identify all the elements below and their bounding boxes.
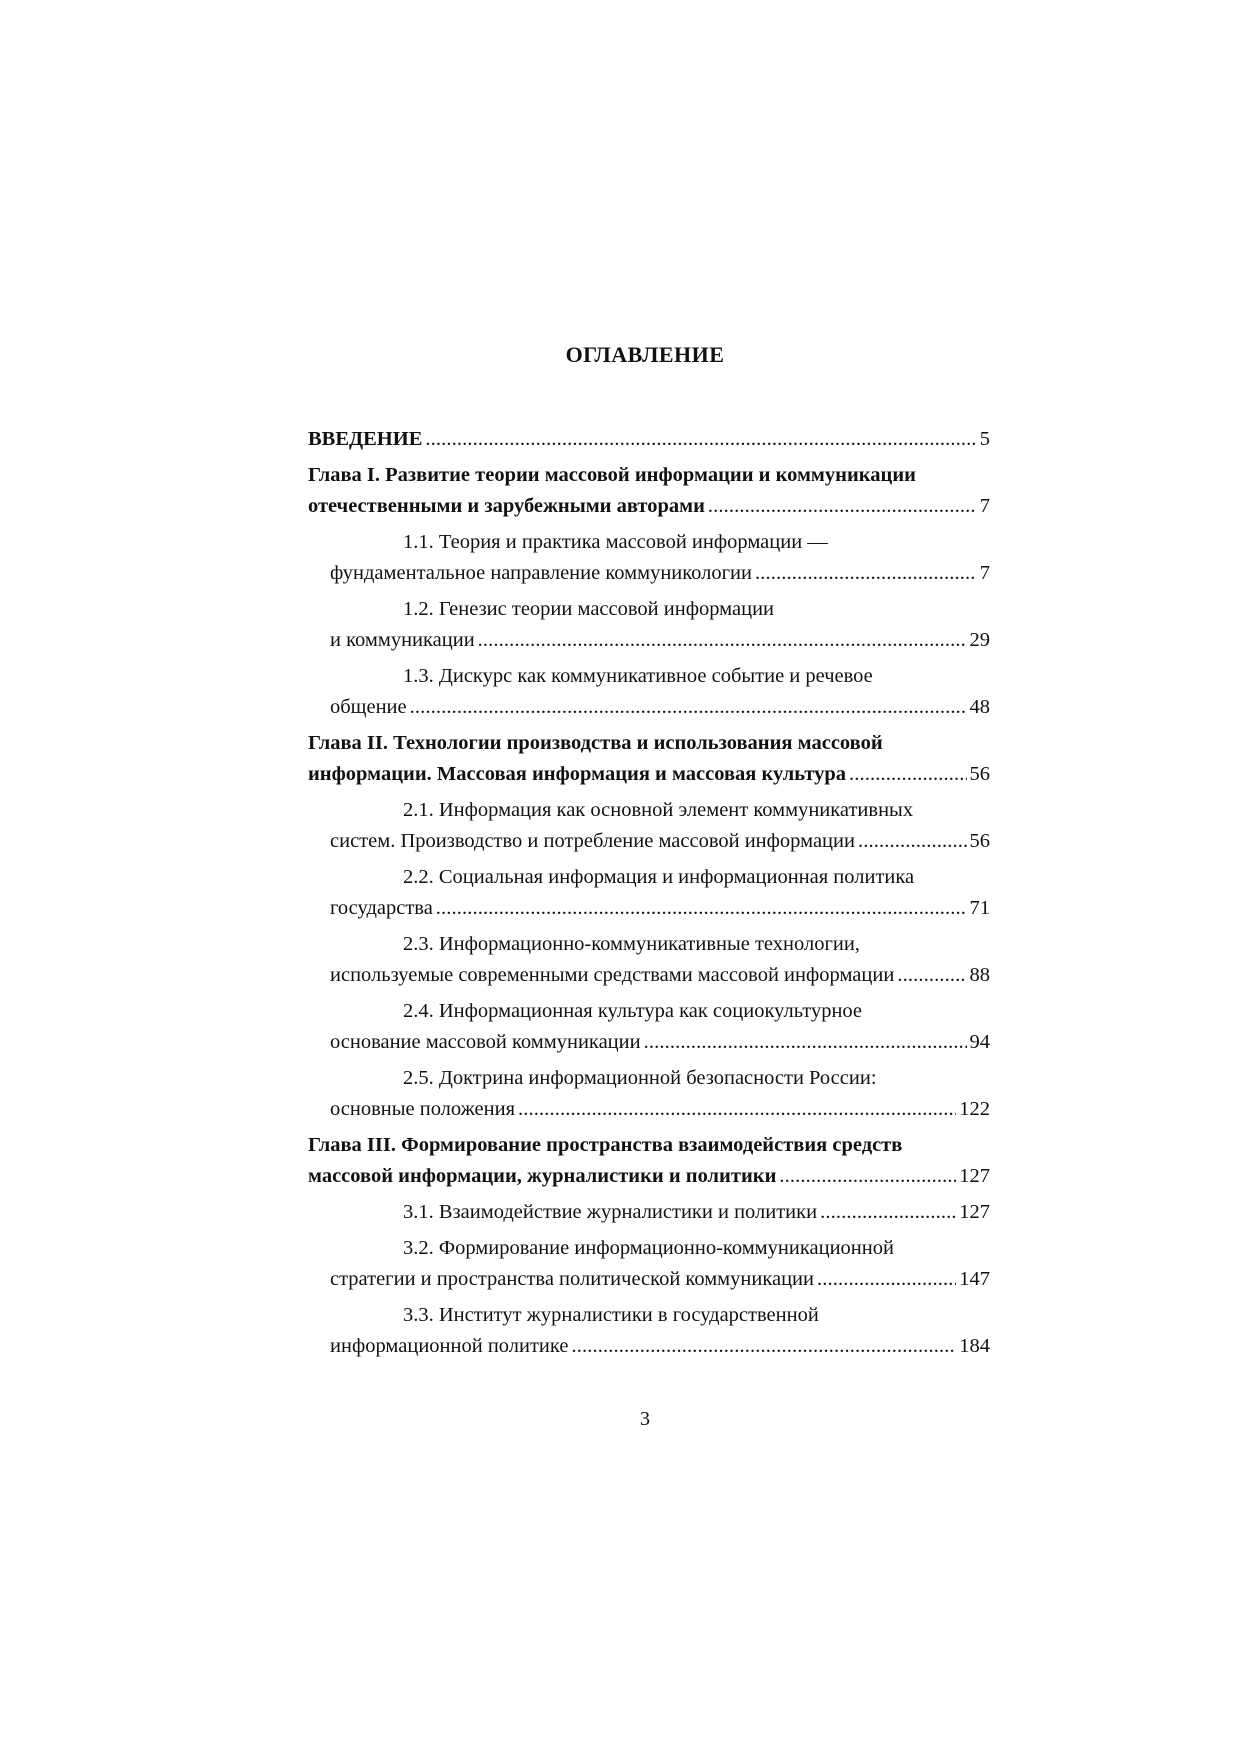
toc-entry-title-line: 3.1. Взаимодействие журналистики и политики [403,1201,818,1223]
toc-entry-title-line: используемые современными средствами массовой информации [330,964,895,986]
toc-entry-title-line: основание массовой коммуникации [330,1031,641,1053]
toc-page-number: 94 [969,1031,990,1053]
page-title: ОГЛАВЛЕНИЕ [565,342,725,367]
page-number: 3 [640,1408,650,1430]
toc-entry-title-line: 2.5. Доктрина информационной безопасности России: [403,1067,877,1089]
toc-entry-title-line: 1.1. Теория и практика массовой информации — [403,531,828,553]
dot-leader [858,826,967,857]
toc-section-entry [308,1197,990,1228]
toc-entry-last-line [330,826,990,857]
toc-entry-title-line: государства [330,897,433,919]
toc-entry-last-line [330,1264,990,1295]
dot-leader [820,1197,956,1228]
toc-entry-title-line: и коммуникации [330,629,475,651]
toc-chapter-entry [308,728,990,790]
toc-page-number: 71 [969,897,990,919]
toc-entry-title-line: Глава II. Технологии производства и использования массовой [308,732,883,754]
toc-entry-last-line [308,759,990,790]
toc-section-entry [308,661,990,723]
toc-entry-title-line: 2.2. Социальная информация и информационная политика [403,866,915,888]
toc-section-entry [308,929,990,991]
toc-entry-last-line [330,625,990,656]
toc-page-number: 147 [959,1268,990,1290]
toc-entry-title-line: фундаментальное направление коммуникологии [330,562,752,584]
toc-page-number: 7 [979,495,990,517]
toc-page-number: 88 [969,964,990,986]
toc-entry-title-line: Глава I. Развитие теории массовой информации и коммуникации [308,464,916,486]
toc-entry-title-line: основные положения [330,1098,516,1120]
toc-entry-title-line: Глава III. Формирование пространства взаимодействия средств [308,1134,903,1156]
toc-entry-last-line [330,1331,990,1362]
toc-page-number: 122 [959,1098,990,1120]
toc-section-entry [308,862,990,924]
dot-leader [849,759,966,790]
table-of-contents [308,424,990,1367]
toc-section-entry [308,996,990,1058]
toc-entry-title-line: 1.2. Генезис теории массовой информации [403,598,775,620]
toc-entry-last-line [308,424,990,455]
toc-entry-title-line: общение [330,696,407,718]
toc-entry-last-line [308,491,990,522]
toc-entry-last-line [330,1094,990,1125]
toc-page-number: 7 [979,562,990,584]
dot-leader [755,558,977,589]
toc-entry-last-line [330,558,990,589]
toc-entry-title-line: информационной политике [330,1335,569,1357]
toc-chapter-entry [308,1130,990,1192]
toc-page-number: 48 [969,696,990,718]
toc-entry-last-line [330,960,990,991]
toc-entry-title-line: информации. Массовая информация и массовая культура [308,763,847,785]
toc-page-number: 184 [959,1335,990,1357]
toc-entry-last-line [330,692,990,723]
toc-page-number: 5 [979,428,990,450]
toc-entry-title-line: 2.4. Информационная культура как социокультурное [403,1000,863,1022]
toc-section-entry [308,594,990,656]
toc-entry-title-line: 2.3. Информационно-коммуникативные технологии, [403,933,860,955]
toc-entry-last-line [330,893,990,924]
toc-entry-title-line: 1.3. Дискурс как коммуникативное событие и речевое [403,665,873,687]
toc-entry-last-line [308,1161,990,1192]
dot-leader [779,1161,956,1192]
toc-entry-title-line: массовой информации, журналистики и политики [308,1165,777,1187]
dot-leader [644,1027,967,1058]
toc-chapter-entry [308,460,990,522]
toc-page-number: 56 [969,763,990,785]
toc-entry-title-line: стратегии и пространства политической коммуникации [330,1268,814,1290]
dot-leader [817,1264,956,1295]
dot-leader [410,692,967,723]
dot-leader [478,625,967,656]
toc-chapter-entry [308,424,990,455]
dot-leader [518,1094,956,1125]
toc-entry-title-line: 3.3. Институт журналистики в государственной [403,1304,819,1326]
toc-page-number: 127 [959,1165,990,1187]
toc-entry-last-line [330,1197,990,1228]
dot-leader [571,1331,956,1362]
toc-page-number: 29 [969,629,990,651]
dot-leader [425,424,976,455]
toc-section-entry [308,527,990,589]
dot-leader [708,491,977,522]
toc-entry-title-line: систем. Производство и потребление массовой информации [330,830,855,852]
dot-leader [897,960,966,991]
toc-entry-title-line: 2.1. Информация как основной элемент коммуникативных [403,799,914,821]
toc-entry-title-line: ВВЕДЕНИЕ [308,428,423,450]
toc-section-entry [308,1233,990,1295]
dot-leader [436,893,967,924]
toc-page-number: 127 [959,1201,990,1223]
toc-entry-last-line [330,1027,990,1058]
toc-section-entry [308,795,990,857]
toc-section-entry [308,1300,990,1362]
toc-entry-title-line: отечественными и зарубежными авторами [308,495,705,517]
toc-section-entry [308,1063,990,1125]
toc-page-number: 56 [969,830,990,852]
toc-entry-title-line: 3.2. Формирование информационно-коммуникационной [403,1237,894,1259]
